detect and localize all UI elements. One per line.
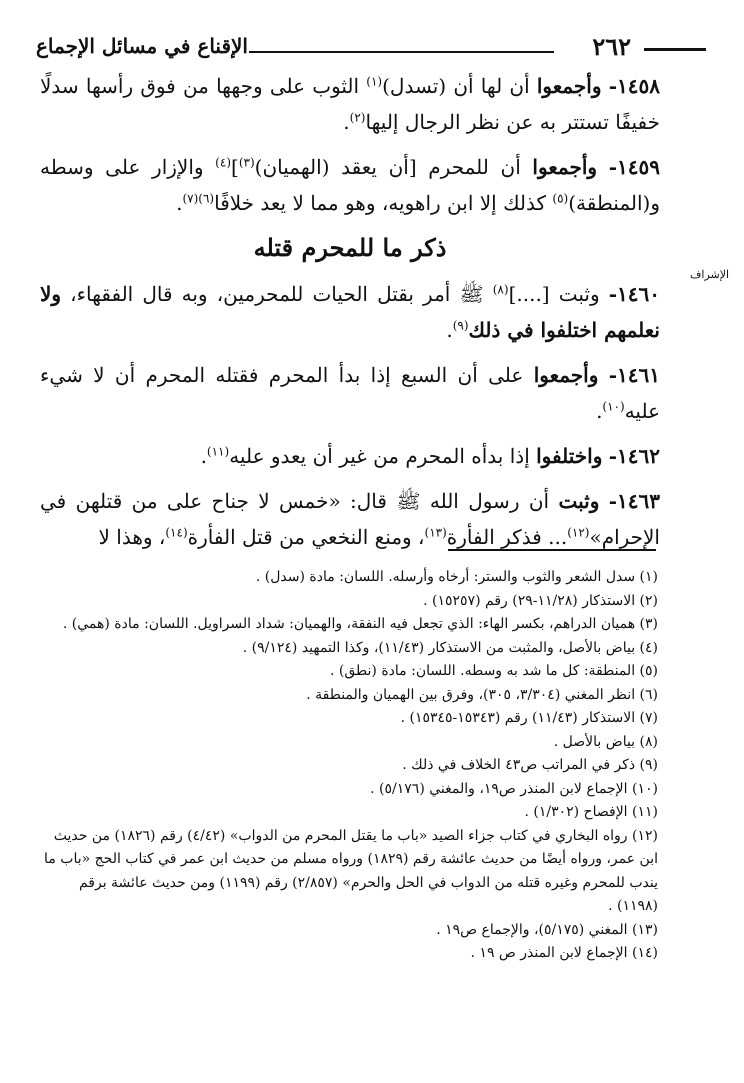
entry-lead: وثبت (558, 489, 600, 513)
entry-1462 (40, 438, 660, 474)
entry-1463 (40, 483, 660, 555)
entry-number: ١٤٦٣- (608, 489, 661, 513)
entry-1458 (40, 68, 660, 140)
entry-text: على أن السبع إذا بدأ المحرم فقتله المحرم أن لا شيء عليه (40, 363, 660, 423)
entry-text: كذلك إلا ابن راهويه، وهو مما لا يعد خلافًا (214, 191, 553, 215)
footnote-11: (١١) الإفصاح (١/٣٠٢) . (524, 804, 658, 820)
footnote-ref: (٦)(٧) (182, 191, 215, 206)
entry-text: وثبت [....] (508, 282, 609, 306)
margin-source-note: الإشراف (690, 268, 730, 281)
footnote-14: (١٤) الإجماع لابن المنذر ص ١٩ . (470, 945, 658, 961)
footnote-ref: (١١) (206, 444, 230, 459)
entry-number: ١٤٦٢- (608, 444, 660, 468)
entry-text: . (343, 110, 350, 134)
footnote-4: (٤) بياض بالأصل، والمثبت من الاستذكار (١١/٤٣)، وكذا التمهيد (٩/١٢٤) . (242, 639, 658, 656)
footnote-ref: (٤) (215, 155, 231, 170)
entry-text: أن رسول الله ﷺ قال: «خمس لا جناح على من قتلهن في الإحرام» (40, 489, 660, 549)
entry-bold-text: ولا نعلمهم اختلفوا في ذلك (40, 282, 660, 342)
entry-text: والإزار على وسطه و(المنطقة) (40, 155, 660, 215)
footnote-5: (٥) المنطقة: كل ما شد به وسطه. اللسان: مادة (نطق) . (330, 663, 658, 679)
entry-number: ١٤٥٩- (608, 155, 660, 179)
footnote-ref: (١٤) (165, 525, 188, 540)
entry-text: إذا بدأه المحرم من غير أن يعدو عليه (229, 444, 537, 468)
footnote-6: (٦) انظر المغني (٣/٣٠٤، ٣٠٥)، وفرق بين الهميان والمنطقة . (306, 686, 658, 703)
entry-text: ﷺ أمر بقتل الحيات للمحرمين، وبه قال الفقهاء، (61, 282, 493, 306)
entry-number: ١٤٦١- (608, 363, 660, 387)
entry-text: أن للمحرم [أن يعقد (الهميان) (254, 155, 533, 179)
footnote-7: (٧) الاستذكار (١١/٤٣) رقم (١٥٣٤٣-١٥٣٤٥) . (400, 710, 658, 726)
footnote-ref: (٣) (238, 155, 255, 170)
entry-text: ، وهذا لا (98, 525, 166, 549)
footnote-13: (١٣) المغني (٥/١٧٥)، والإجماع ص١٩ . (436, 921, 658, 938)
footnote-ref: (١٠) (602, 399, 625, 414)
footnote-ref: (٩) (452, 318, 469, 333)
section-title: ذكر ما للمحرم قتله (253, 233, 447, 262)
footnote-ref: (٢) (349, 110, 366, 125)
entry-1459 (40, 149, 660, 221)
footnote-2: (٢) الاستذكار (١١/٢٨-٢٩) رقم (١٥٢٥٧) . (423, 592, 658, 609)
entry-text: ] (231, 155, 239, 179)
footnote-ref: (١٢) (567, 525, 590, 540)
main-text (40, 68, 660, 564)
entry-text: . (596, 399, 603, 423)
footnote-3: (٣) هميان الدراهم، بكسر الهاء: الذي تجعل فيه النفقة، والهميان: شداد السراويل. اللسان: مادة (همي) . (62, 616, 658, 632)
footnote-8: (٨) بياض بالأصل . (553, 733, 658, 750)
footnote-1: (١) سدل الشعر والثوب والستر: أرخاه وأرسله. اللسان: مادة (سدل) . (255, 569, 658, 585)
entry-text: ... فذكر الفأرة (446, 525, 568, 549)
entry-number: ١٤٦٠- (608, 282, 660, 306)
header-dash (644, 48, 706, 51)
entry-lead: وأجمعوا (532, 155, 598, 179)
footnote-10: (١٠) الإجماع لابن المنذر ص١٩، والمغني (٥/١٧٦) . (370, 780, 658, 797)
entry-lead: واختلفوا (536, 444, 603, 468)
entry-text: أن لها أن (تسدل) (382, 74, 537, 98)
entry-text: ، ومنع النخعي من قتل الفأرة (187, 525, 425, 549)
entry-lead: وأجمعوا (536, 74, 602, 98)
header-rule (249, 51, 554, 53)
footnote-12: (١٢) رواه البخاري في كتاب جزاء الصيد «باب ما يقتل المحرم من الدواب» (٤/٤٢) رقم (١٨٢٦) من حديث ابن عمر، ورواه أيضًا من حديث عائشة رقم (١٨٢٩) ورواه مسلم من حديث ابن عمر في كتاب الحج «باب ما يندب للمحرم وغيره قتله من الدواب في الحل والحرم» (٢/٨٥٧) رقم (١١٩٩) ومن حديث عائشة برقم (١١٩٨) . (44, 827, 658, 914)
footnote-separator (448, 549, 656, 551)
entry-1460 (40, 276, 660, 348)
footnote-9: (٩) ذكر في المراتب ص٤٣ الخلاف في ذلك . (402, 757, 658, 773)
footnote-ref: (١) (366, 74, 383, 89)
entry-1461 (40, 357, 660, 429)
footnote-ref: (٥) (552, 191, 569, 206)
book-title: الإقناع في مسائل الإجماع (36, 34, 248, 58)
entry-text: . (176, 191, 183, 215)
entry-text: . (446, 318, 453, 342)
entry-lead: وأجمعوا (533, 363, 599, 387)
entry-number: ١٤٥٨- (608, 74, 660, 98)
page-number: ٢٦٢ (592, 32, 631, 61)
footnote-ref: (٨) (492, 282, 509, 297)
running-header (36, 30, 706, 66)
footnote-ref: (١٣) (424, 525, 447, 540)
footnotes (36, 566, 658, 966)
entry-text: الثوب على وجهها من فوق رأسها سدلًا خفيفًا تستتر به عن نظر الرجال إليها (40, 74, 660, 134)
entry-text: . (200, 444, 207, 468)
